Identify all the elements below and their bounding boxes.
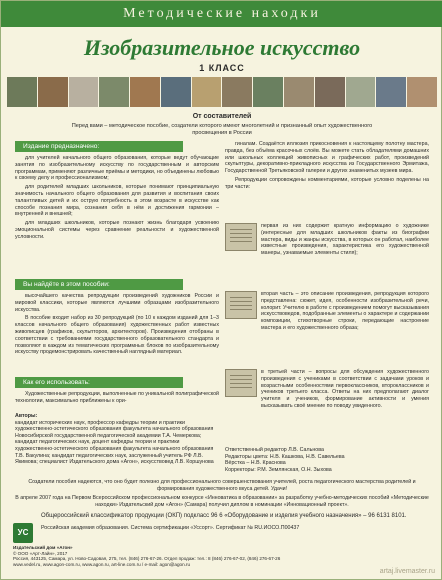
editor-line: Редакторы цвета: Н.В. Кашкова, Н.В. Савельева: [225, 453, 345, 460]
certification-note: Российская академия образования. Система сертификации «Уссорт». Сертификат № RU.ИОСО.П00437: [41, 525, 300, 531]
grade-label: 1 КЛАСС: [199, 63, 245, 73]
artwork-thumbnail: [222, 77, 252, 107]
artwork-thumbnail: [284, 77, 314, 107]
series-banner: Методические находки: [1, 1, 442, 27]
paragraph: Художественные репродукции, выполненные по уникальной полиграфической технологии, максимально приближены к ори-: [15, 391, 219, 404]
authors-block: [15, 413, 219, 466]
editor-line: Корректоры: Р.М. Землянская, О.Н. Зыхова: [225, 466, 332, 473]
artwork-thumbnail: [192, 77, 222, 107]
artwork-thumbnail: [130, 77, 160, 107]
watermark: artaj.livemaster.ru: [379, 568, 435, 575]
artwork-thumbnail: [69, 77, 99, 107]
editors-block: [225, 447, 429, 473]
artwork-thumbnail: [161, 77, 191, 107]
editor-line: Вёрстка – Н.В. Краснова: [225, 460, 286, 467]
left-column-1: [15, 155, 219, 243]
website-link[interactable]: www.vedel.ru, www.agon-com.ru, www.agon.ru, art-line.com.ru / e-mail: agon@agon.ru: [13, 561, 191, 567]
right-column-intro: [225, 141, 429, 193]
compilers-heading: От составителей: [192, 113, 252, 120]
left-column-3: [15, 391, 219, 407]
paragraph: для младших школьников, которые познают жизнь благодаря усвоению эмоциональной системы через сравнение реальности и художественной условности.: [15, 220, 219, 240]
paragraph: для родителей младших школьников, которые понимают принципиальную значимость начального общего образования для развития и воспитания своих талантливых детей и их острую потребность в этом возрасте в искусстве как способе познания мира, сознания себя в нём и достижения гармонии – внутренней и внешней;: [15, 184, 219, 218]
artwork-thumbnail: [7, 77, 37, 107]
certification-logo: УС: [13, 523, 33, 543]
compilers-text: Перед вами – методическое пособие, создатели которого имеют многолетний и признанный опыт художественного просвещения в России: [71, 123, 373, 136]
paragraph: Репродукции сопровождены комментариями, которые условно поделены на три части:: [225, 176, 429, 190]
left-column-2: [15, 293, 219, 358]
commentary-thumbnail-2: [225, 291, 257, 319]
artwork-thumbnail: [315, 77, 345, 107]
address: Россия, 443125, Самара, ул. Ново-Садовая, 275, тел. (846) 276-67-26. Отдел продаж: тел.: 8 (846) 276-67-02, (846) 276-67-26: [13, 556, 281, 562]
book-title: Изобразительное искусство: [83, 35, 361, 60]
copyright: © ООО «Арт-Лайн», 2017: [13, 550, 68, 556]
section-band-use: Как его использовать:: [15, 377, 183, 388]
commentary-thumbnail-3: [225, 369, 257, 397]
authors-text: кандидат исторических наук, профессор кафедры теории и практики художественно-эстетического образования факультета начального образования Новосибирской государственной педагогической академии Т.А. Чемеркова; кандидат педагогических наук, доцент кафедры теории и практики художественно-эстетического образования факультета начального образования Т.В. Вакулина; кандидат педагогических наук, заслуженный учитель РФ Л.В. Якимова; специалист Издательского дома «Агон», искусствовед Л.В. Коршунова: [15, 419, 214, 466]
artwork-thumbnail: [346, 77, 376, 107]
paragraph: высочайшего качества репродукции произведений художников России и мировой классики, которые являются лучшими образцами изобразительного искусства.: [15, 293, 219, 313]
artwork-thumbnail: [38, 77, 68, 107]
commentary-part-1: первая из них содержит кратную информацию о художнике (интересные для младших школьников факты из биографии мастера, виды и жанры искусства, в которых он работал, наиболее известные произведения, характеристика его художественной манеры, узнаваемые элементы стиля);: [261, 223, 429, 257]
artwork-strip: [7, 77, 437, 107]
artwork-thumbnail: [253, 77, 283, 107]
commentary-thumbnail-1: [225, 223, 257, 251]
publisher-name: Издательский дом «Агон»: [13, 545, 73, 550]
editor-line: Ответственный редактор Л.В. Сальнова: [225, 447, 324, 453]
authors-heading: Авторы:: [15, 413, 38, 419]
award-note: В апреле 2007 года на Первом Всероссийском профессиональном конкурсе «Инноватика в образовании» за разработку учебно-методических пособий «Методические находки» Издательский дом «Агон» (Самара) получил диплом в номинации «Инновационный проект».: [15, 495, 429, 508]
paragraph: В пособие входит набор из 30 репродукций (по 10 к каждом изданий для 1–3 классов начального общего образования) художественных работ известных живописцев (графиков, скульпторов, архитекторов). Произведения отобраны в соответствии с требованиями государственного образовательного стандарта и позволяют в каждом из тематических программных блоков по изобразительному искусству продемонстрировать качественный наглядный материал.: [15, 315, 219, 356]
paragraph: для учителей начального общего образования, которые ведут обучающие занятия по изобразительному искусству по государственным и авторским программам, применяют различные приёмы и методики, но объединены любовью к своему делу и профессионализмом;: [15, 155, 219, 182]
closing-note: Создатели пособия надеются, что оно будет полезно для профессионального совершенствования учителей, роста педагогического мастерства родителей и формирования художественного вкуса детей. Удачи!: [28, 479, 416, 492]
okp-note: Общероссийский классификатор продукции (ОКП) подкласс 96 6 «Оборудование и изделия учебного назначения» – 96 6131 8101.: [41, 513, 407, 519]
commentary-part-2: вторая часть – это описание произведения, репродукция которого представлена: сюжет, идея, особенности изобразительной речи, колорит. Учителю в работе с произведением помогут высказывания искусствоведов, подобранные элементы о характере и содержании композиции, стихотворные строки, передающие настроение мастера и его художественного образа;: [261, 291, 429, 331]
artwork-thumbnail: [407, 77, 437, 107]
paragraph: гиналам. Создаётся иллюзия прикосновения к настоящему полотну мастера, правда, без объёма красочных слоёв. Вы можете стать обладателями домашних или школьных коллекций живописных и графических работ, произведений скульптуры, декоративно-прикладного искусства из Государственного Эрмитажа, Государственной Третьяковской галереи и других знаменитых музеев мира.: [225, 141, 429, 175]
section-band-find: Вы найдёте в этом пособии:: [15, 279, 183, 290]
section-band-intended: Издание предназначено:: [15, 141, 183, 152]
artwork-thumbnail: [376, 77, 406, 107]
imprint: [13, 545, 433, 567]
artwork-thumbnail: [99, 77, 129, 107]
commentary-part-3: в третьей части – вопросы для обсуждения художественного произведения с учениками в соответствии с задачами уроков и возрастными особенностями первоклассников, второклассников и учеников третьего класса. Ответы на них предполагают диалог учителя и учеников, формирование активности и умения высказывать своё мнение по поводу увиденного.: [261, 369, 429, 409]
